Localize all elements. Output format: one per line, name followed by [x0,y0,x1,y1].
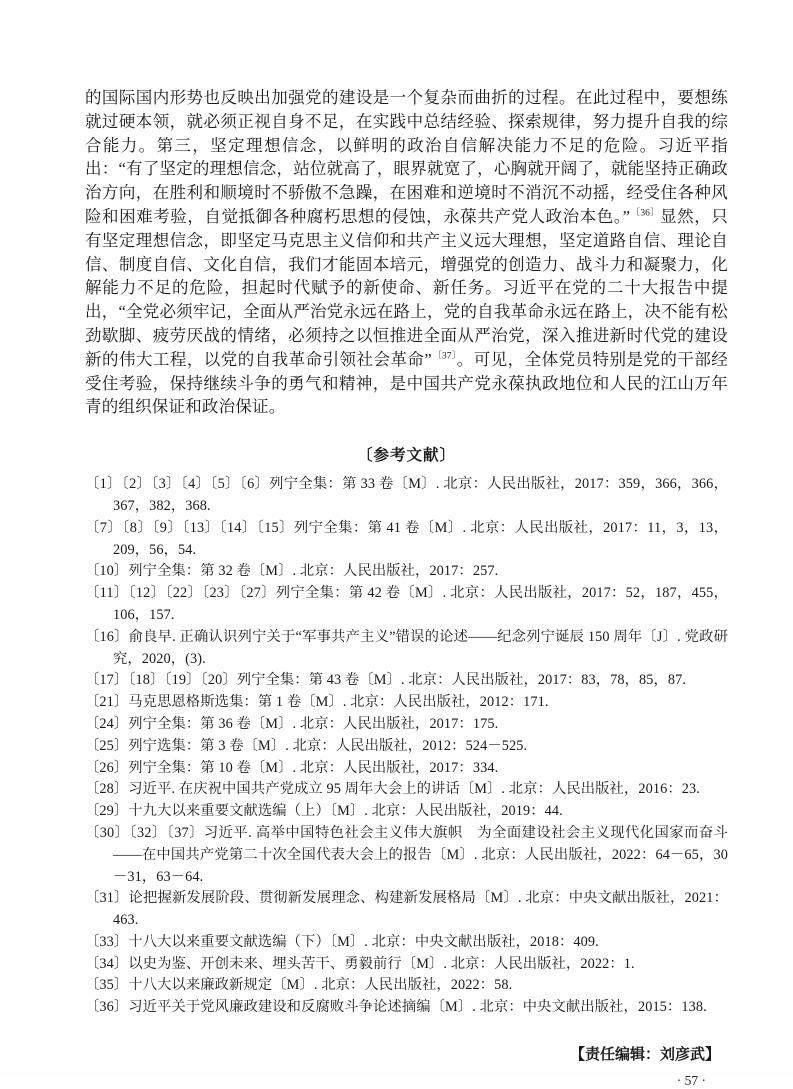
reference-item-14: 〔31〕论把握新发展阶段、贯彻新发展理念、构建新发展格局〔M〕. 北京：中央文献出版社，2021：463. [85,890,728,929]
reference-item-7: 〔21〕马克思恩格斯选集：第 1 卷〔M〕. 北京：人民出版社，2012：171. [85,694,549,711]
body-text-3: 。可见，全体党员特别是党的干部经受住考验，保持继续斗争的勇气和精神，是中国共产党永葆执政地位和人民的江山万年青的组织保证和政治保证。 [85,349,728,417]
reference-item-15: 〔33〕十八大以来重要文献选编（下）〔M〕. 北京：中央文献出版社，2018：409. [85,933,599,950]
reference-item-12: 〔29〕十九大以来重要文献选编（上）〔M〕. 北京：人民出版社，2019：44. [85,803,563,820]
citation-mark-36: 〔36〕 [630,208,661,219]
reference-item-5: 〔16〕俞良早. 正确认识列宁关于“军事共产主义”错误的论述——纪念列宁诞辰 150 周年〔J〕. 党政研究，2020，(3). [85,628,728,667]
reference-item-17: 〔35〕十八大以来廉政新规定〔M〕. 北京：人民出版社，2022：58. [85,977,513,994]
reference-item-3: 〔10〕列宁全集：第 32 卷〔M〕. 北京：人民出版社，2017：257. [85,563,499,580]
reference-item-6: 〔17〕〔18〕〔19〕〔20〕列宁全集：第 43 卷〔M〕. 北京：人民出版社，2017：83，78，85，87. [85,672,687,689]
reference-item-10: 〔26〕列宁全集：第 10 卷〔M〕. 北京：人民出版社，2017：334. [85,759,499,776]
citation-mark-37: 〔37〕 [431,351,457,362]
references-heading: 〔参考文献〕 [356,447,456,465]
body-text-1: 的国际国内形势也反映出加强党的建设是一个复杂而曲折的过程。在此过程中，要想练就过硬本领，就必须正视自身不足，在实践中总结经验、探索规律，努力提升自我的综合能力。第三，坚定理想信念，以鲜明的政治自信解决能力不足的危险。习近平指出：“有了坚定的理想信念，站位就高了，眼界就宽了，心胸就开阔了，就能坚持正确政治方向，在胜利和顺境时不骄傲不急躁，在困难和逆境时不消沉不动摇，经受住各种风险和困难考验，自觉抵御各种腐朽思想的侵蚀，永葆共产党人政治本色。” [85,88,728,226]
reference-item-1: 〔1〕〔2〕〔3〕〔4〕〔5〕〔6〕列宁全集：第 33 卷〔M〕. 北京：人民出版社，2017：359，366，366，367，382，368. [85,476,728,514]
reference-item-9: 〔25〕列宁选集：第 3 卷〔M〕. 北京：人民出版社，2012：524－525. [85,737,528,754]
reference-item-4: 〔11〕〔12〕〔22〕〔23〕〔27〕列宁全集：第 42 卷〔M〕. 北京：人民出版社，2017：52，187，455，106，157. [85,585,728,623]
body-paragraph [85,86,728,419]
reference-item-8: 〔24〕列宁全集：第 36 卷〔M〕. 北京：人民出版社，2017：175. [85,715,499,732]
page-number: · 57 · [676,1073,706,1089]
reference-item-2: 〔7〕〔8〕〔9〕〔13〕〔14〕〔15〕列宁全集：第 41 卷〔M〕. 北京：人民出版社，2017：11，3，13，209，56，54. [85,519,728,558]
reference-item-18: 〔36〕习近平关于党风廉政建设和反腐败斗争论述摘编〔M〕. 北京：中央文献出版社，2015：138. [85,999,707,1016]
reference-item-16: 〔34〕以史为鉴、开创未来、埋头苦干、勇毅前行〔M〕. 北京：人民出版社，2022：1. [85,955,635,972]
body-text-2: 显然，只有坚定理想信念，即坚定马克思主义信仰和共产主义远大理想，坚定道路自信、理论自信、制度自信、文化自信，我们才能固本培元，增强党的创造力、战斗力和凝聚力，化解能力不足的危险，担起时代赋予的新使命、新任务。习近平在党的二十大报告中提出，“全党必须牢记，全面从严治党永远在路上，党的自我革命永远在路上，决不能有松劲歇脚、疲劳厌战的情绪，必须持之以恒推进全面从严治党，深入推进新时代党的建设新的伟大工程，以党的自我革命引领社会革命” [85,206,728,369]
reference-item-11: 〔28〕习近平. 在庆祝中国共产党成立 95 周年大会上的讲话〔M〕. 北京：人民出版社，2016：23. [85,781,700,798]
reference-item-13: 〔30〕〔32〕〔37〕习近平. 高举中国特色社会主义伟大旗帜 为全面建设社会主义现代化国家而奋斗——在中国共产党第二十次全国代表大会上的报告〔M〕. 北京：人民出版社，2022：64－65，30－31，63－64. [85,824,728,885]
responsible-editor-note: 【责任编辑：刘彦武】 [569,1046,720,1064]
references-list [85,474,728,1019]
page-content [85,86,728,1089]
